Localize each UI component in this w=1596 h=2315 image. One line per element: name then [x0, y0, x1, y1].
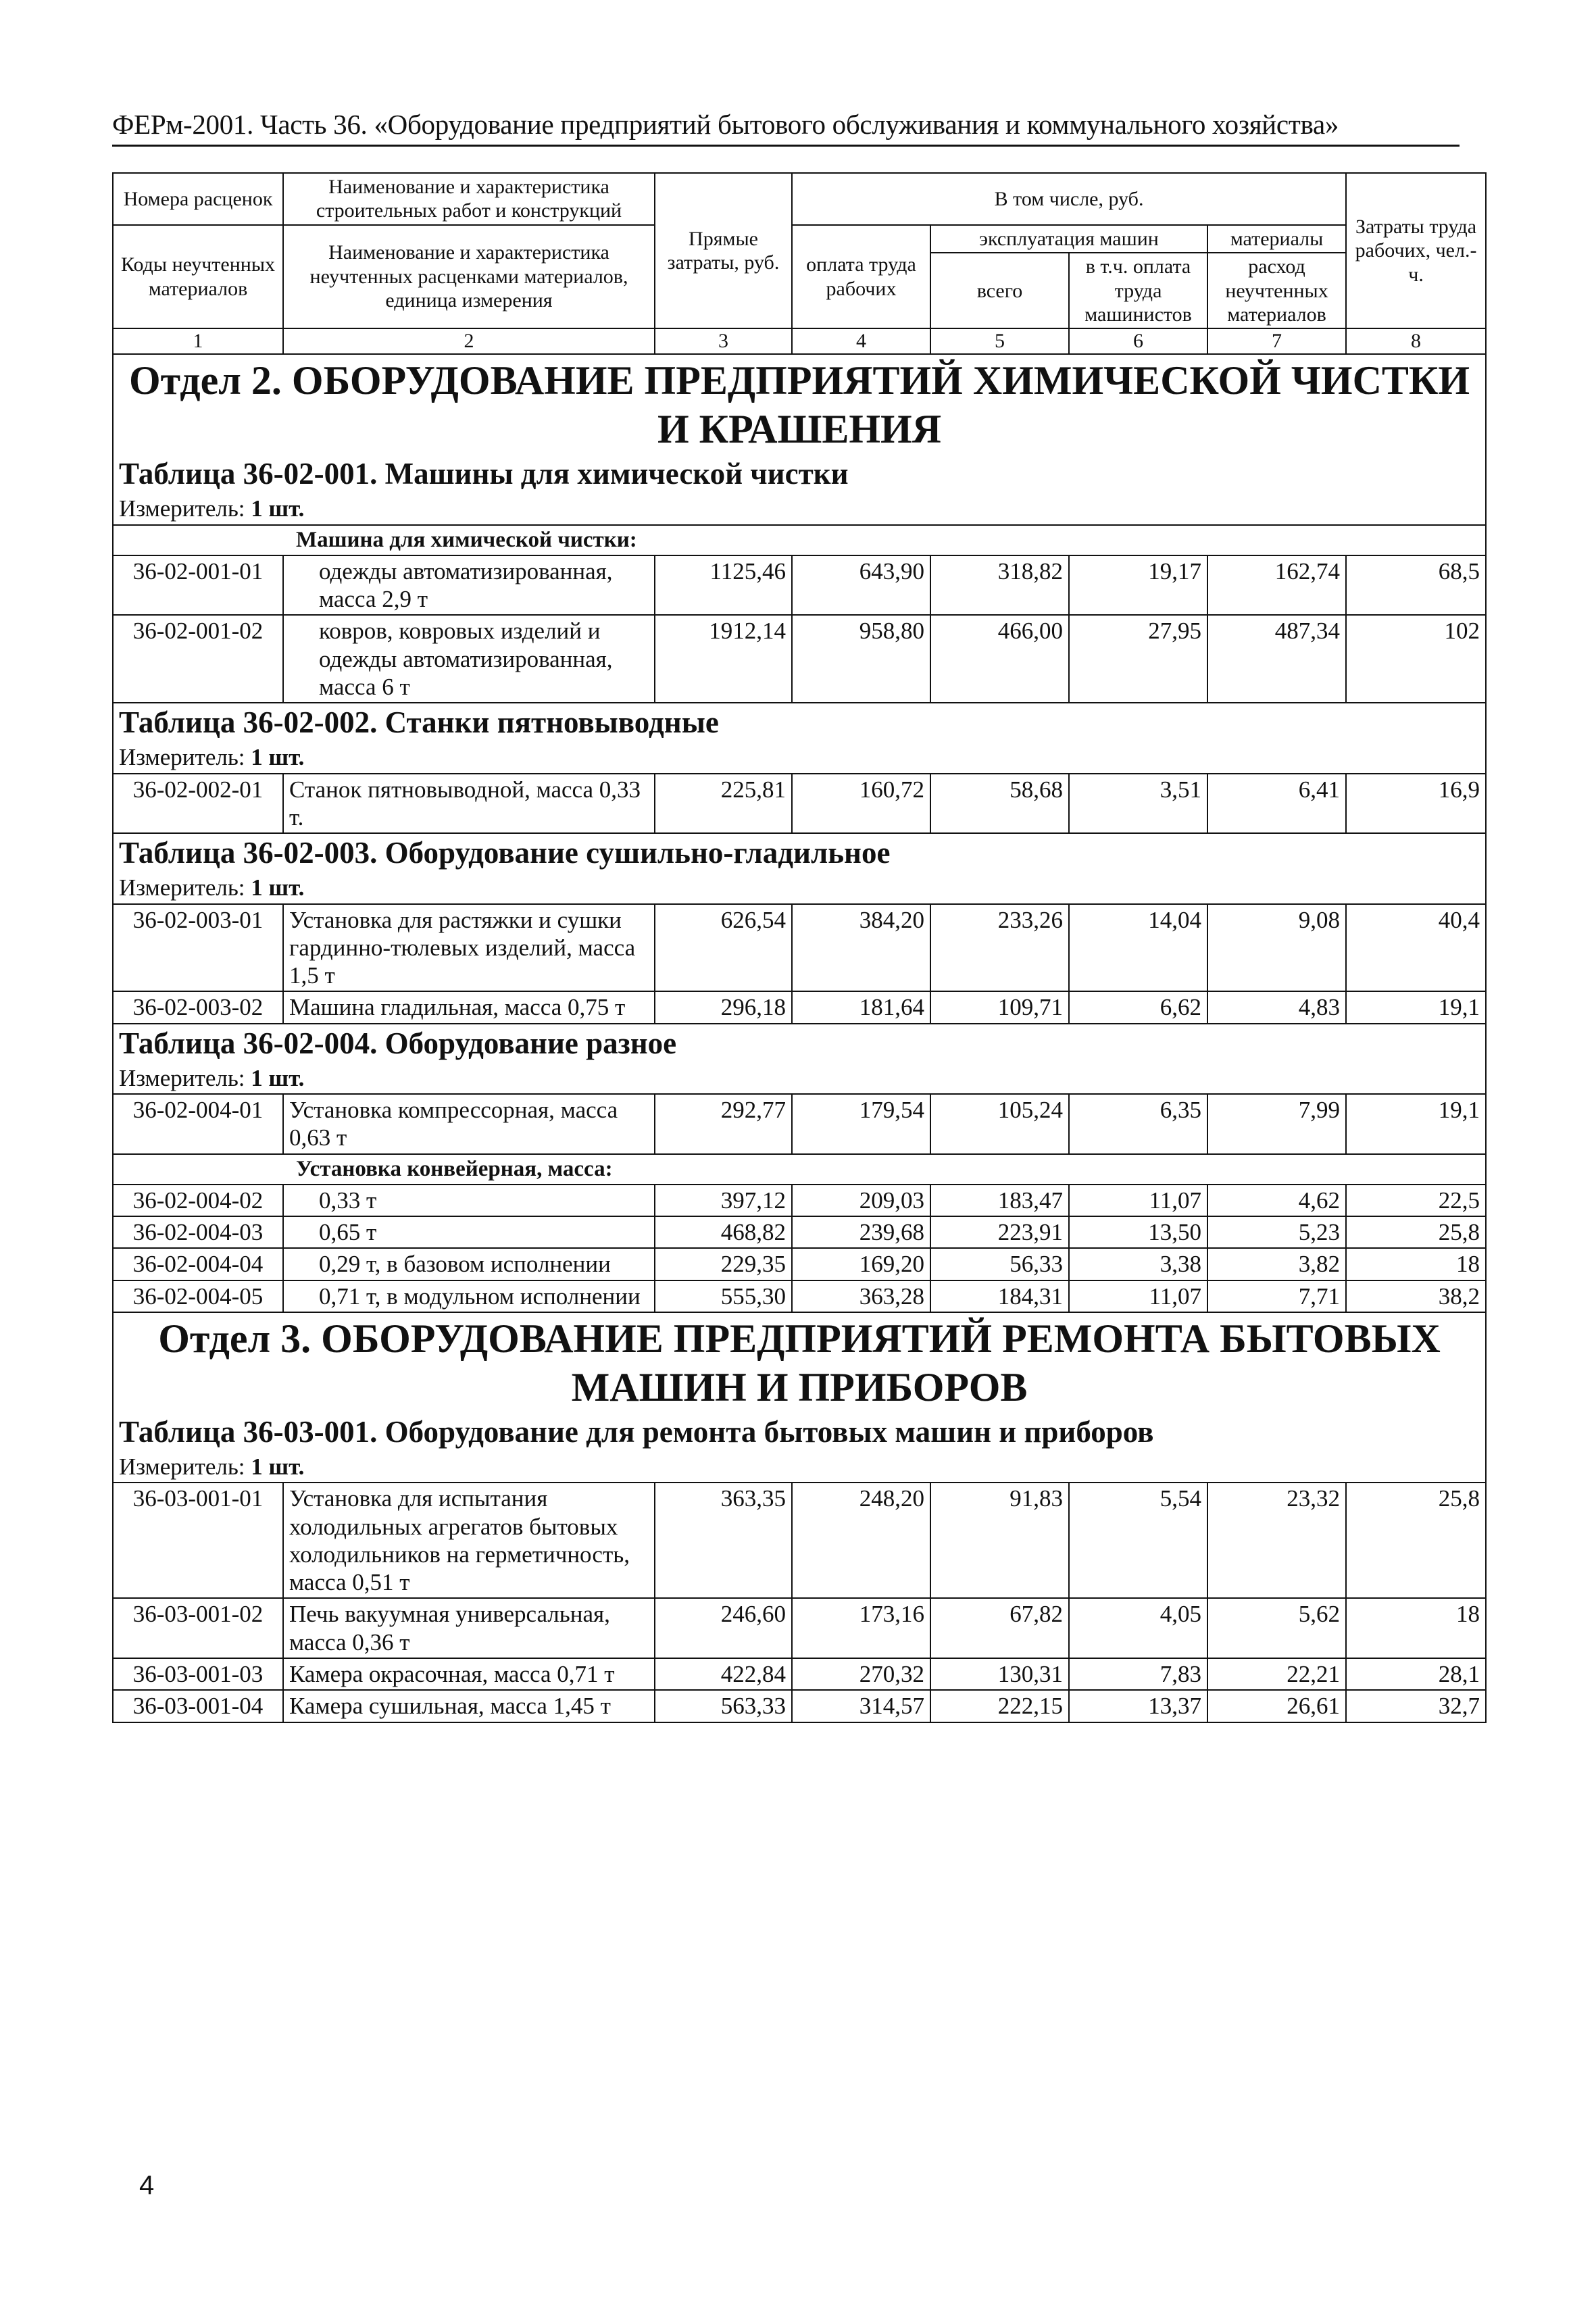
measure-value: 1 шт.: [251, 1064, 305, 1091]
materials-value: 6,41: [1207, 774, 1346, 834]
table-header: [113, 173, 1486, 354]
machines-total-value: 318,82: [930, 555, 1069, 616]
page-number: 4: [139, 2170, 155, 2200]
labor-value: 40,4: [1346, 904, 1486, 992]
column-number: 5: [930, 328, 1069, 354]
labor-value: 32,7: [1346, 1690, 1486, 1722]
rates-table: [112, 172, 1487, 1723]
column-number: 1: [113, 328, 283, 354]
rate-code: 36-02-001-01: [113, 555, 283, 616]
table-row: [113, 1216, 1486, 1248]
wages-value: 160,72: [792, 774, 930, 834]
labor-value: 22,5: [1346, 1185, 1486, 1216]
col-machines-wages: в т.ч. оплата труда машинистов: [1069, 253, 1207, 328]
rate-name: Камера сушильная, масса 1,45 т: [283, 1690, 655, 1722]
col-machines: эксплуатация машин: [930, 225, 1207, 253]
table-title: Таблица 36-02-001. Машины для химической чистки: [113, 455, 1486, 493]
wages-value: 173,16: [792, 1598, 930, 1658]
wages-value: 958,80: [792, 615, 930, 703]
section-title: Отдел 3. ОБОРУДОВАНИЕ ПРЕДПРИЯТИЙ РЕМОНТА БЫТОВЫХ МАШИН И ПРИБОРОВ: [113, 1312, 1486, 1413]
direct-cost: 1912,14: [655, 615, 792, 703]
measure-value: 1 шт.: [251, 1453, 305, 1480]
table-row: [113, 1185, 1486, 1216]
wages-value: 169,20: [792, 1248, 930, 1280]
table-title-row: [113, 1413, 1486, 1451]
materials-value: 3,82: [1207, 1248, 1346, 1280]
rate-name: 0,71 т, в модульном исполнении: [283, 1280, 655, 1312]
table-row: [113, 1483, 1486, 1598]
direct-cost: 225,81: [655, 774, 792, 834]
measure-row: [113, 493, 1486, 524]
direct-cost: 422,84: [655, 1658, 792, 1690]
rate-name: Печь вакуумная универсальная, масса 0,36 т: [283, 1598, 655, 1658]
rate-code: 36-02-001-02: [113, 615, 283, 703]
column-number: 3: [655, 328, 792, 354]
table-title: Таблица 36-02-003. Оборудование сушильно-гладильное: [113, 833, 1486, 872]
table-row: [113, 774, 1486, 834]
materials-value: 23,32: [1207, 1483, 1346, 1598]
table-row: [113, 615, 1486, 703]
machines-total-value: 56,33: [930, 1248, 1069, 1280]
section-title: Отдел 2. ОБОРУДОВАНИЕ ПРЕДПРИЯТИЙ ХИМИЧЕСКОЙ ЧИСТКИ И КРАШЕНИЯ: [113, 354, 1486, 455]
measure-row: [113, 1451, 1486, 1483]
group-row: [113, 1154, 1486, 1185]
materials-value: 4,83: [1207, 991, 1346, 1023]
col-code-bottom: Коды неучтенных материалов: [113, 225, 283, 329]
wages-value: 179,54: [792, 1094, 930, 1154]
wages-value: 209,03: [792, 1185, 930, 1216]
machines-wages-value: 3,38: [1069, 1248, 1207, 1280]
measure-label: Измеритель:: [119, 495, 245, 522]
group-label: Машина для химической чистки:: [113, 525, 1486, 555]
materials-value: 4,62: [1207, 1185, 1346, 1216]
rate-code: 36-02-004-02: [113, 1185, 283, 1216]
wages-value: 239,68: [792, 1216, 930, 1248]
table-title: Таблица 36-03-001. Оборудование для ремонта бытовых машин и приборов: [113, 1413, 1486, 1451]
rate-code: 36-02-003-01: [113, 904, 283, 992]
col-machines-total: всего: [930, 253, 1069, 328]
rate-name: Станок пятновыводной, масса 0,33 т.: [283, 774, 655, 834]
materials-value: 487,34: [1207, 615, 1346, 703]
machines-wages-value: 6,62: [1069, 991, 1207, 1023]
direct-cost: 397,12: [655, 1185, 792, 1216]
table-row: [113, 555, 1486, 616]
machines-wages-value: 3,51: [1069, 774, 1207, 834]
machines-wages-value: 4,05: [1069, 1598, 1207, 1658]
materials-value: 5,23: [1207, 1216, 1346, 1248]
page-header: ФЕРм-2001. Часть 36. «Оборудование предприятий бытового обслуживания и коммунального хозяйства»: [112, 108, 1460, 147]
machines-total-value: 183,47: [930, 1185, 1069, 1216]
rate-code: 36-02-004-01: [113, 1094, 283, 1154]
labor-value: 25,8: [1346, 1216, 1486, 1248]
column-number: 7: [1207, 328, 1346, 354]
direct-cost: 1125,46: [655, 555, 792, 616]
rate-name: 0,65 т: [283, 1216, 655, 1248]
materials-value: 7,99: [1207, 1094, 1346, 1154]
rate-code: 36-03-001-04: [113, 1690, 283, 1722]
measure-value: 1 шт.: [251, 744, 305, 771]
materials-value: 22,21: [1207, 1658, 1346, 1690]
measure-value: 1 шт.: [251, 874, 305, 901]
table-row: [113, 1248, 1486, 1280]
measure-label: Измеритель:: [119, 1064, 245, 1091]
column-number: 4: [792, 328, 930, 354]
section-row: [113, 1312, 1486, 1413]
labor-value: 19,1: [1346, 991, 1486, 1023]
col-materials-sub: расход неучтенных материалов: [1207, 253, 1346, 328]
machines-wages-value: 11,07: [1069, 1280, 1207, 1312]
measure-value: 1 шт.: [251, 495, 305, 522]
table-title-row: [113, 703, 1486, 742]
table-title-row: [113, 455, 1486, 493]
rate-name: 0,33 т: [283, 1185, 655, 1216]
column-numbers-row: [113, 328, 1486, 354]
wages-value: 181,64: [792, 991, 930, 1023]
measure-unit: [113, 872, 1486, 903]
table-title-row: [113, 833, 1486, 872]
machines-wages-value: 7,83: [1069, 1658, 1207, 1690]
direct-cost: 563,33: [655, 1690, 792, 1722]
machines-wages-value: 27,95: [1069, 615, 1207, 703]
rate-code: 36-02-002-01: [113, 774, 283, 834]
direct-cost: 626,54: [655, 904, 792, 992]
rate-name: Установка для испытания холодильных агрегатов бытовых холодильников на герметичность, масса 0,51 т: [283, 1483, 655, 1598]
rate-name: Камера окрасочная, масса 0,71 т: [283, 1658, 655, 1690]
machines-wages-value: 19,17: [1069, 555, 1207, 616]
col-materials: материалы: [1207, 225, 1346, 253]
table-row: [113, 991, 1486, 1023]
col-wages: оплата труда рабочих: [792, 225, 930, 329]
machines-wages-value: 14,04: [1069, 904, 1207, 992]
machines-total-value: 233,26: [930, 904, 1069, 992]
labor-value: 19,1: [1346, 1094, 1486, 1154]
machines-wages-value: 6,35: [1069, 1094, 1207, 1154]
machines-total-value: 58,68: [930, 774, 1069, 834]
machines-total-value: 184,31: [930, 1280, 1069, 1312]
materials-value: 7,71: [1207, 1280, 1346, 1312]
labor-value: 28,1: [1346, 1658, 1486, 1690]
labor-value: 18: [1346, 1598, 1486, 1658]
col-name-bottom: Наименование и характеристика неучтенных расценками материалов, единица измерения: [283, 225, 655, 329]
table-row: [113, 1598, 1486, 1658]
table-row: [113, 904, 1486, 992]
rate-code: 36-03-001-03: [113, 1658, 283, 1690]
wages-value: 248,20: [792, 1483, 930, 1598]
section-row: [113, 354, 1486, 455]
table-row: [113, 1658, 1486, 1690]
measure-unit: [113, 1063, 1486, 1094]
machines-wages-value: 13,37: [1069, 1690, 1207, 1722]
rate-name: Установка компрессорная, масса 0,63 т: [283, 1094, 655, 1154]
materials-value: 5,62: [1207, 1598, 1346, 1658]
labor-value: 68,5: [1346, 555, 1486, 616]
measure-unit: [113, 493, 1486, 524]
materials-value: 162,74: [1207, 555, 1346, 616]
rate-name: одежды автоматизированная, масса 2,9 т: [283, 555, 655, 616]
group-row: [113, 525, 1486, 555]
machines-wages-value: 5,54: [1069, 1483, 1207, 1598]
measure-label: Измеритель:: [119, 1453, 245, 1480]
machines-total-value: 105,24: [930, 1094, 1069, 1154]
table-title: Таблица 36-02-002. Станки пятновыводные: [113, 703, 1486, 742]
direct-cost: 296,18: [655, 991, 792, 1023]
table-row: [113, 1094, 1486, 1154]
direct-cost: 468,82: [655, 1216, 792, 1248]
col-direct: Прямые затраты, руб.: [655, 173, 792, 328]
col-name-top: Наименование и характеристика строительных работ и конструкций: [283, 173, 655, 225]
machines-wages-value: 11,07: [1069, 1185, 1207, 1216]
wages-value: 270,32: [792, 1658, 930, 1690]
machines-total-value: 67,82: [930, 1598, 1069, 1658]
wages-value: 314,57: [792, 1690, 930, 1722]
measure-label: Измеритель:: [119, 874, 245, 901]
rate-name: 0,29 т, в базовом исполнении: [283, 1248, 655, 1280]
measure-unit: [113, 742, 1486, 773]
col-including: В том числе, руб.: [792, 173, 1346, 225]
measure-row: [113, 872, 1486, 903]
machines-total-value: 130,31: [930, 1658, 1069, 1690]
table-row: [113, 1280, 1486, 1312]
group-label: Установка конвейерная, масса:: [113, 1154, 1486, 1185]
rate-name: Машина гладильная, масса 0,75 т: [283, 991, 655, 1023]
direct-cost: 555,30: [655, 1280, 792, 1312]
wages-value: 384,20: [792, 904, 930, 992]
rate-code: 36-02-004-03: [113, 1216, 283, 1248]
measure-row: [113, 1063, 1486, 1094]
direct-cost: 363,35: [655, 1483, 792, 1598]
machines-total-value: 223,91: [930, 1216, 1069, 1248]
labor-value: 18: [1346, 1248, 1486, 1280]
materials-value: 26,61: [1207, 1690, 1346, 1722]
rate-name: ковров, ковровых изделий и одежды автоматизированная, масса 6 т: [283, 615, 655, 703]
column-number: 2: [283, 328, 655, 354]
labor-value: 102: [1346, 615, 1486, 703]
measure-unit: [113, 1451, 1486, 1483]
column-number: 8: [1346, 328, 1486, 354]
table-row: [113, 1690, 1486, 1722]
rate-code: 36-03-001-01: [113, 1483, 283, 1598]
direct-cost: 292,77: [655, 1094, 792, 1154]
col-code-top: Номера расценок: [113, 173, 283, 225]
measure-label: Измеритель:: [119, 744, 245, 771]
direct-cost: 229,35: [655, 1248, 792, 1280]
machines-total-value: 109,71: [930, 991, 1069, 1023]
machines-total-value: 91,83: [930, 1483, 1069, 1598]
labor-value: 38,2: [1346, 1280, 1486, 1312]
materials-value: 9,08: [1207, 904, 1346, 992]
rate-code: 36-02-004-05: [113, 1280, 283, 1312]
measure-row: [113, 742, 1486, 773]
rate-code: 36-03-001-02: [113, 1598, 283, 1658]
labor-value: 16,9: [1346, 774, 1486, 834]
machines-total-value: 222,15: [930, 1690, 1069, 1722]
direct-cost: 246,60: [655, 1598, 792, 1658]
wages-value: 643,90: [792, 555, 930, 616]
table-title-row: [113, 1024, 1486, 1063]
rate-code: 36-02-003-02: [113, 991, 283, 1023]
labor-value: 25,8: [1346, 1483, 1486, 1598]
wages-value: 363,28: [792, 1280, 930, 1312]
rate-code: 36-02-004-04: [113, 1248, 283, 1280]
col-labor: Затраты труда рабочих, чел.-ч.: [1346, 173, 1486, 328]
machines-total-value: 466,00: [930, 615, 1069, 703]
rate-name: Установка для растяжки и сушки гардинно-тюлевых изделий, масса 1,5 т: [283, 904, 655, 992]
table-title: Таблица 36-02-004. Оборудование разное: [113, 1024, 1486, 1063]
machines-wages-value: 13,50: [1069, 1216, 1207, 1248]
column-number: 6: [1069, 328, 1207, 354]
